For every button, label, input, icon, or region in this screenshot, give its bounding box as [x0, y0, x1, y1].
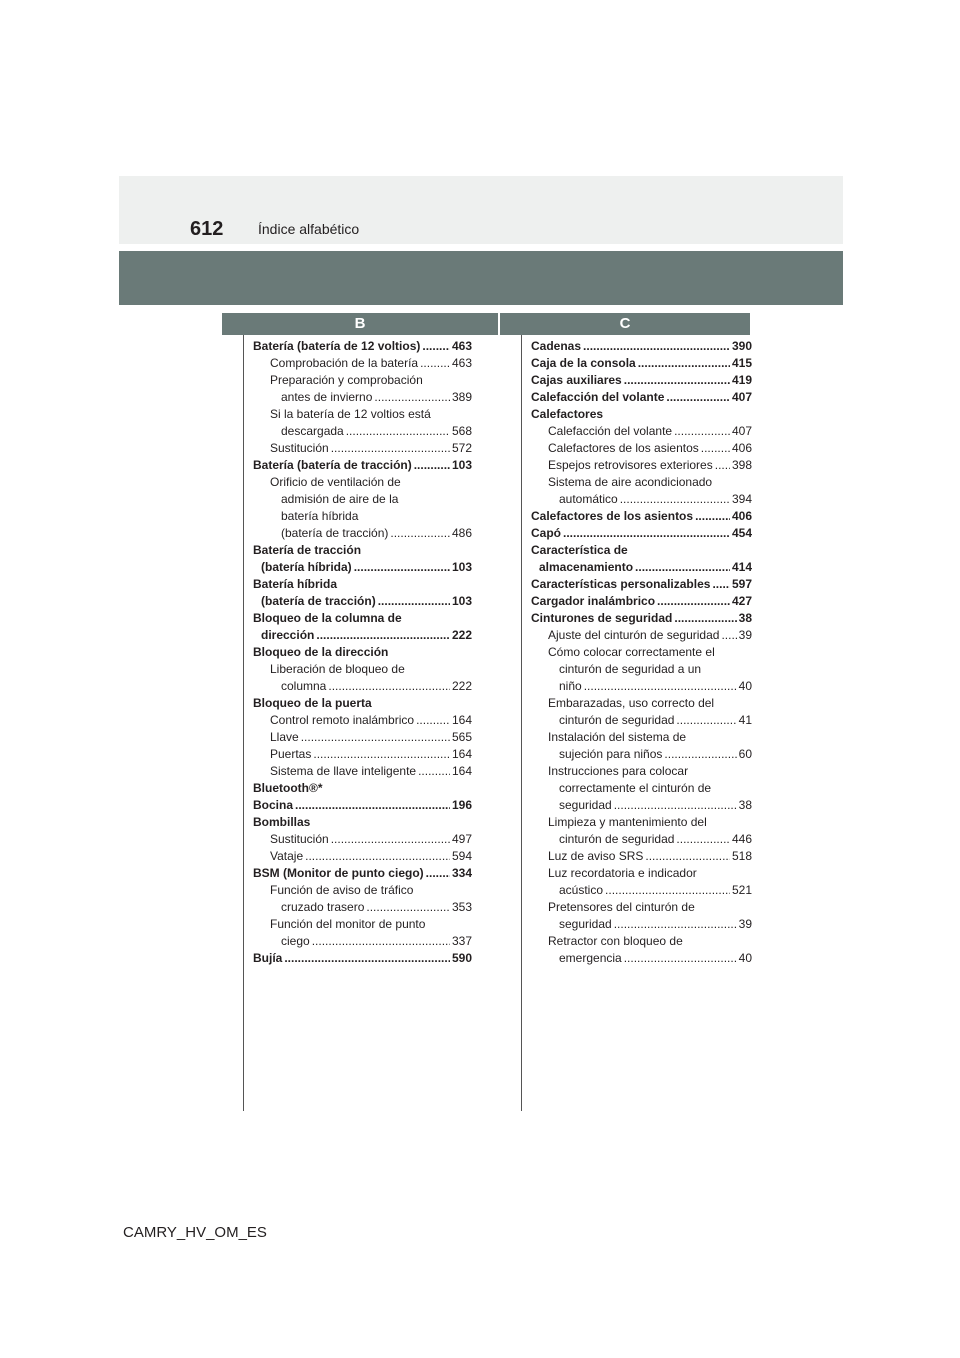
index-entry: [531, 593, 752, 610]
index-entry: [253, 474, 472, 491]
entry-page: 353: [451, 900, 472, 914]
index-entry: [253, 763, 472, 780]
index-entry: [253, 933, 472, 950]
dot-leader: [712, 576, 730, 593]
dot-leader: [664, 746, 736, 763]
dot-leader: [378, 593, 450, 610]
entry-text: Función de aviso de tráfico: [270, 883, 414, 897]
index-entry: [253, 882, 472, 899]
entry-text: Batería (batería de tracción): [253, 458, 412, 472]
entry-page: 518: [731, 849, 752, 863]
dot-leader: [301, 729, 450, 746]
entry-page: 38: [738, 611, 752, 625]
index-entry: [531, 950, 752, 967]
index-entry: [531, 440, 752, 457]
index-entry: [531, 406, 752, 423]
entry-text: Características personalizables: [531, 577, 711, 591]
index-entry: [531, 814, 752, 831]
index-column-c: [531, 338, 752, 967]
entry-text: seguridad: [559, 917, 612, 931]
entry-page: 419: [731, 373, 752, 387]
index-entry: [253, 831, 472, 848]
index-entry: [253, 899, 472, 916]
dot-leader: [305, 848, 450, 865]
dot-leader: [426, 865, 450, 882]
entry-text: Batería de tracción: [253, 543, 362, 557]
entry-text: Capó: [531, 526, 561, 540]
index-entry: [253, 865, 472, 882]
entry-text: Retractor con bloqueo de: [548, 934, 683, 948]
index-entry: [253, 950, 472, 967]
page-number: 612: [190, 218, 224, 240]
entry-page: 406: [731, 509, 752, 523]
index-entry: [253, 338, 472, 355]
index-entry: [253, 916, 472, 933]
entry-text: Calefactores: [531, 407, 604, 421]
entry-text: Bloqueo de la columna de: [253, 611, 402, 625]
entry-page: 394: [731, 492, 752, 506]
dot-leader: [721, 627, 736, 644]
entry-page: 389: [451, 390, 472, 404]
index-entry: [253, 355, 472, 372]
dot-leader: [422, 338, 450, 355]
entry-text: acústico: [559, 883, 604, 897]
index-entry: [253, 848, 472, 865]
dot-leader: [695, 508, 730, 525]
dot-leader: [354, 559, 450, 576]
dot-leader: [313, 746, 450, 763]
entry-page: 390: [731, 339, 752, 353]
entry-page: 222: [451, 679, 472, 693]
entry-text: correctamente el cinturón de: [559, 781, 712, 795]
entry-text: Comprobación de la batería: [270, 356, 419, 370]
index-entry: [253, 712, 472, 729]
entry-text: Sustitución: [270, 441, 329, 455]
entry-text: Puertas: [270, 747, 312, 761]
entry-text: Llave: [270, 730, 299, 744]
dot-leader: [331, 831, 450, 848]
entry-text: Calefactores de los asientos: [548, 441, 699, 455]
entry-page: 427: [731, 594, 752, 608]
entry-text: Bujía: [253, 951, 283, 965]
index-entry: [531, 695, 752, 712]
index-entry: [531, 678, 752, 695]
entry-text: Luz de aviso SRS: [548, 849, 644, 863]
entry-text: Espejos retrovisores exteriores: [548, 458, 713, 472]
entry-text: Batería (batería de 12 voltios): [253, 339, 421, 353]
dot-leader: [331, 440, 450, 457]
header-dark-band: [119, 251, 843, 305]
dot-leader: [583, 338, 730, 355]
dot-leader: [295, 797, 450, 814]
index-entry: [253, 627, 472, 644]
entry-page: 398: [731, 458, 752, 472]
section-letter-c: C: [500, 313, 750, 335]
entry-page: 590: [451, 951, 472, 965]
entry-text: BSM (Monitor de punto ciego): [253, 866, 424, 880]
index-entry: [253, 729, 472, 746]
entry-text: Bloqueo de la dirección: [253, 645, 389, 659]
index-entry: [531, 780, 752, 797]
index-entry: [531, 508, 752, 525]
entry-text: cinturón de seguridad a un: [559, 662, 702, 676]
entry-page: 414: [731, 560, 752, 574]
index-entry: [531, 627, 752, 644]
dot-leader: [715, 457, 730, 474]
entry-text: cinturón de seguridad: [559, 832, 675, 846]
entry-text: Función del monitor de punto: [270, 917, 426, 931]
dot-leader: [676, 831, 730, 848]
index-entry: [253, 644, 472, 661]
index-entry: [531, 797, 752, 814]
dot-leader: [620, 491, 730, 508]
dot-leader: [701, 440, 730, 457]
index-entry: [531, 423, 752, 440]
entry-text: Cinturones de seguridad: [531, 611, 673, 625]
index-entry: [253, 576, 472, 593]
entry-page: 407: [731, 390, 752, 404]
index-entry: [531, 865, 752, 882]
entry-page: 103: [451, 560, 472, 574]
entry-page: 463: [451, 356, 472, 370]
entry-text: Batería híbrida: [253, 577, 338, 591]
dot-leader: [284, 950, 450, 967]
entry-text: antes de invierno: [281, 390, 373, 404]
entry-page: 39: [738, 917, 752, 931]
index-entry: [253, 406, 472, 423]
entry-text: (batería de tracción): [261, 594, 376, 608]
index-entry: [531, 457, 752, 474]
entry-page: 337: [451, 934, 472, 948]
index-entry: [253, 525, 472, 542]
index-entry: [531, 712, 752, 729]
entry-text: Sistema de llave inteligente: [270, 764, 417, 778]
index-entry: [253, 797, 472, 814]
entry-text: Caja de la consola: [531, 356, 636, 370]
entry-text: Orificio de ventilación de: [270, 475, 401, 489]
entry-text: Cajas auxiliares: [531, 373, 622, 387]
dot-leader: [420, 355, 450, 372]
entry-text: Control remoto inalámbrico: [270, 713, 415, 727]
entry-text: cruzado trasero: [281, 900, 365, 914]
index-entry: [531, 644, 752, 661]
entry-text: columna: [281, 679, 327, 693]
dot-leader: [635, 559, 730, 576]
index-entry: [253, 610, 472, 627]
index-entry: [531, 525, 752, 542]
entry-text: dirección: [261, 628, 315, 642]
index-entry: [253, 593, 472, 610]
entry-text: Bluetooth®*: [253, 781, 323, 795]
index-entry: [253, 661, 472, 678]
entry-text: Ajuste del cinturón de seguridad: [548, 628, 720, 642]
dot-leader: [605, 882, 730, 899]
index-entry: [253, 508, 472, 525]
dot-leader: [624, 372, 730, 389]
entry-page: 196: [451, 798, 472, 812]
index-entry: [253, 695, 472, 712]
entry-text: sujeción para niños: [559, 747, 663, 761]
dot-leader: [674, 423, 730, 440]
entry-page: 60: [738, 747, 752, 761]
entry-page: 38: [738, 798, 752, 812]
entry-text: (batería híbrida): [261, 560, 352, 574]
index-entry: [531, 542, 752, 559]
index-entry: [253, 678, 472, 695]
index-entry: [253, 814, 472, 831]
entry-page: 486: [451, 526, 472, 540]
entry-page: 565: [451, 730, 472, 744]
entry-page: 41: [738, 713, 752, 727]
entry-page: 594: [451, 849, 472, 863]
entry-text: Sustitución: [270, 832, 329, 846]
entry-text: Bombillas: [253, 815, 311, 829]
entry-page: 497: [451, 832, 472, 846]
entry-text: Característica de: [531, 543, 628, 557]
index-entry: [531, 474, 752, 491]
index-entry: [531, 355, 752, 372]
index-entry: [253, 780, 472, 797]
dot-leader: [416, 712, 450, 729]
index-entry: [531, 848, 752, 865]
entry-text: niño: [559, 679, 582, 693]
dot-leader: [645, 848, 730, 865]
dot-leader: [657, 593, 730, 610]
entry-text: Limpieza y mantenimiento del: [548, 815, 707, 829]
index-entry: [531, 746, 752, 763]
index-entry: [531, 610, 752, 627]
entry-text: Vataje: [270, 849, 304, 863]
entry-page: 463: [451, 339, 472, 353]
index-entry: [253, 559, 472, 576]
index-entry: [531, 729, 752, 746]
entry-text: Si la batería de 12 voltios está: [270, 407, 431, 421]
entry-page: 164: [451, 713, 472, 727]
entry-page: 103: [451, 458, 472, 472]
entry-text: Bloqueo de la puerta: [253, 696, 372, 710]
entry-text: Calefactores de los asientos: [531, 509, 694, 523]
entry-text: emergencia: [559, 951, 622, 965]
entry-text: admisión de aire de la: [281, 492, 399, 506]
entry-text: Instalación del sistema de: [548, 730, 687, 744]
index-entry: [531, 916, 752, 933]
entry-page: 572: [451, 441, 472, 455]
document-code: CAMRY_HV_OM_ES: [123, 1224, 267, 1241]
dot-leader: [346, 423, 450, 440]
dot-leader: [312, 933, 450, 950]
index-entry: [531, 899, 752, 916]
column-divider-left: [243, 335, 244, 1111]
section-letter-b: B: [222, 313, 498, 335]
entry-text: Cómo colocar correctamente el: [548, 645, 715, 659]
index-entry: [253, 542, 472, 559]
index-entry: [531, 491, 752, 508]
index-entry: [531, 389, 752, 406]
entry-page: 164: [451, 747, 472, 761]
column-divider-right: [521, 335, 522, 1111]
entry-text: Cargador inalámbrico: [531, 594, 656, 608]
entry-page: 40: [738, 679, 752, 693]
entry-page: 597: [731, 577, 752, 591]
entry-page: 407: [731, 424, 752, 438]
dot-leader: [366, 899, 450, 916]
index-entry: [253, 389, 472, 406]
entry-page: 521: [731, 883, 752, 897]
page-title: Índice alfabético: [258, 221, 360, 237]
entry-text: Bocina: [253, 798, 294, 812]
entry-text: Sistema de aire acondicionado: [548, 475, 713, 489]
dot-leader: [316, 627, 450, 644]
entry-text: Pretensores del cinturón de: [548, 900, 695, 914]
dot-leader: [624, 950, 737, 967]
index-entry: [531, 661, 752, 678]
dot-leader: [666, 389, 730, 406]
index-entry: [253, 440, 472, 457]
entry-text: cinturón de seguridad: [559, 713, 675, 727]
dot-leader: [674, 610, 736, 627]
entry-text: Preparación y comprobación: [270, 373, 423, 387]
entry-text: Calefacción del volante: [531, 390, 665, 404]
dot-leader: [584, 678, 737, 695]
entry-page: 39: [738, 628, 752, 642]
index-entry: [253, 423, 472, 440]
entry-text: ciego: [281, 934, 310, 948]
entry-page: 222: [451, 628, 472, 642]
dot-leader: [328, 678, 450, 695]
entry-page: 164: [451, 764, 472, 778]
entry-text: descargada: [281, 424, 344, 438]
entry-page: 415: [731, 356, 752, 370]
index-entry: [531, 763, 752, 780]
entry-text: (batería de tracción): [281, 526, 389, 540]
dot-leader: [614, 797, 737, 814]
dot-leader: [563, 525, 730, 542]
entry-text: Calefacción del volante: [548, 424, 673, 438]
entry-page: 334: [451, 866, 472, 880]
index-entry: [531, 831, 752, 848]
entry-page: 454: [731, 526, 752, 540]
header-band: [119, 176, 843, 244]
index-entry: [531, 372, 752, 389]
index-entry: [253, 746, 472, 763]
entry-text: Liberación de bloqueo de: [270, 662, 405, 676]
index-entry: [531, 882, 752, 899]
dot-leader: [676, 712, 736, 729]
dot-leader: [638, 355, 730, 372]
entry-page: 446: [731, 832, 752, 846]
dot-leader: [374, 389, 450, 406]
entry-text: automático: [559, 492, 618, 506]
dot-leader: [414, 457, 450, 474]
entry-text: Instrucciones para colocar: [548, 764, 689, 778]
index-column-b: [253, 338, 472, 967]
dot-leader: [418, 763, 450, 780]
index-entry: [253, 372, 472, 389]
entry-page: 103: [451, 594, 472, 608]
index-entry: [531, 576, 752, 593]
entry-page: 568: [451, 424, 472, 438]
entry-text: seguridad: [559, 798, 612, 812]
dot-leader: [390, 525, 450, 542]
entry-text: Cadenas: [531, 339, 582, 353]
entry-text: Embarazadas, uso correcto del: [548, 696, 715, 710]
dot-leader: [614, 916, 737, 933]
index-entry: [531, 338, 752, 355]
index-entry: [531, 559, 752, 576]
entry-text: almacenamiento: [539, 560, 634, 574]
entry-text: batería híbrida: [281, 509, 359, 523]
entry-page: 40: [738, 951, 752, 965]
index-entry: [531, 933, 752, 950]
entry-text: Luz recordatoria e indicador: [548, 866, 697, 880]
index-entry: [253, 491, 472, 508]
entry-page: 406: [731, 441, 752, 455]
index-entry: [253, 457, 472, 474]
